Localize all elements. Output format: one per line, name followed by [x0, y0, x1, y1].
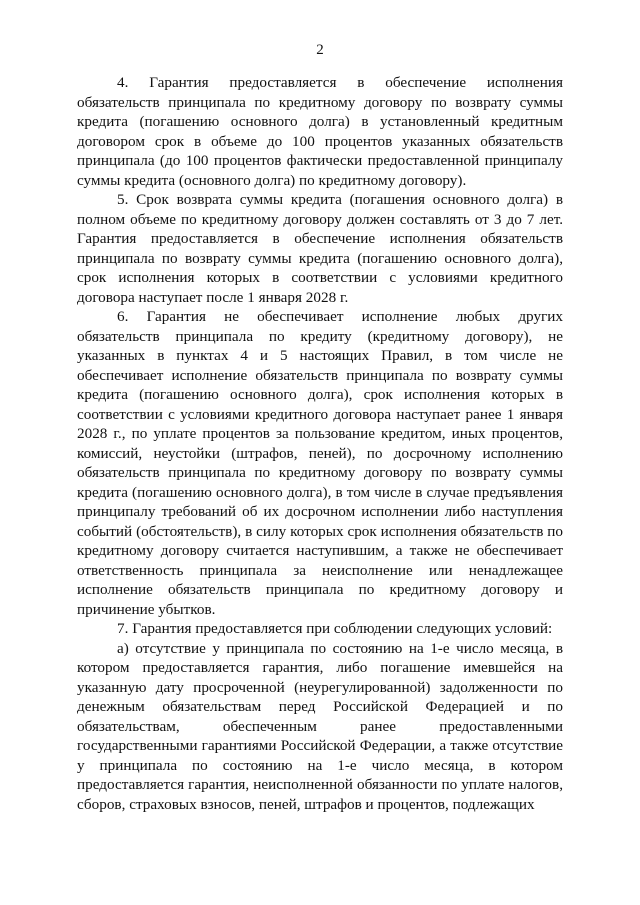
document-body — [77, 73, 563, 814]
paragraph-5-repayment-term: 5. Срок возврата суммы кредита (погашения основного долга) в полном объеме по кредитному договору должен составлять от 3 до 7 лет. Гарантия предоставляется в обеспечение исполнения обязательств принципала по возврату суммы кредита (погашению основного долга), срок исполнения которых в соответствии с условиями кредитного договора наступает после 1 января 2028 г. — [77, 191, 563, 306]
paragraph-7-conditions: 7. Гарантия предоставляется при соблюдении следующих условий: — [117, 620, 553, 637]
paragraph-7a-condition: а) отсутствие у принципала по состоянию на 1-е число месяца, в котором предоставляется гарантия, либо погашение имевшейся на указанную дату просроченной (неурегулированной) задолженности по денежным обязательствам перед Российской Федерацией и по обязательствам, обеспеченным ранее предоставленными государственными гарантиями Российской Федерации, а также отсутствие у принципала по состоянию на 1-е число месяца, в котором предоставляется гарантия, неисполненной обязанности по уплате налогов, сборов, страховых взносов, пеней, штрафов и процентов, подлежащих — [77, 639, 563, 813]
paragraph-6-exclusions: 6. Гарантия не обеспечивает исполнение любых других обязательств принципала по кредиту (кредитному договору), не указанных в пунктах 4 и 5 настоящих Правил, в том числе не обеспечивает исполнение обязательств принципала по возврату суммы кредита (погашению основного долга), срок исполнения которых в соответствии с условиями кредитного договора наступает ранее 1 января 2028 г., по уплате процентов за пользование кредитом, иных процентов, комиссий, неустойки (штрафов, пеней), по досрочному исполнению обязательств принципала по кредитному договору по возврату суммы кредита (погашению основного долга), в том числе в случае предъявления принципалу требований об их досрочном исполнении либо наступления событий (обстоятельств), в силу которых срок исполнения обязательств по кредитному договору считается наступившим, а также не обеспечивает ответственность принципала за неисполнение или ненадлежащее исполнение обязательств принципала по кредитному договору и причинение убытков. — [77, 308, 563, 618]
page-number: 2 — [316, 42, 324, 58]
paragraph-4-guarantee-scope: 4. Гарантия предоставляется в обеспечение исполнения обязательств принципала по кредитному договору по возврату суммы кредита (погашению основного долга) в установленный кредитным договором срок в объеме до 100 процентов указанных обязательств принципала (до 100 процентов фактически предоставленной принципалу суммы кредита (основного долга) по кредитному договору). — [77, 74, 563, 189]
